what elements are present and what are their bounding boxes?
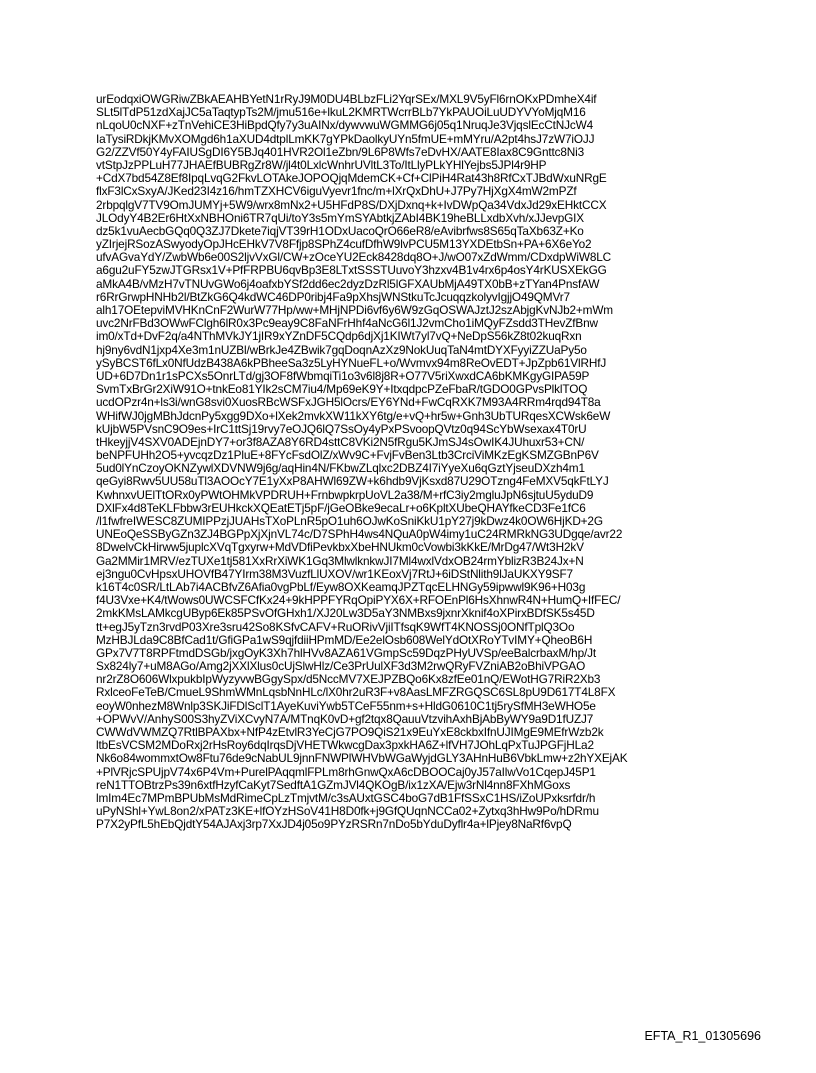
text-line: reN1TTOBtrzPs39n6xtfHzyfCaKyt7SedftA1GZmJVl4QKOgB/ix1zXA/Ejw3rNl4nn8FXhMGoxs [96, 777, 571, 792]
text-line: alh17OEtepviMVHKnCnF2WurW77Hp/ww+MHjNPDi6vf6y6W9zGqOSWAJztJ2szAbjgKvNJb2+mWm [96, 303, 613, 317]
text-line: +PlVRjcSPUjpV74x6P4Vm+PurelPAqqmlFPLm8rhGnwQxA6cDBOOCaj0yJ57aIlwVo1CqepJ45P1 [96, 764, 596, 779]
text-line: +CdX7bd54Z8Ef8IpqLvqG2FkvLOTAkeJOPOQjqMdemCK+Cf+ClPiH4Rat43h8RfCxTJBdWxuNRgE [96, 171, 607, 186]
text-line: ucdOPzr4n+ls3i/wnG8svi0XuosRBcWSFxJGH5lOcrs/EY6YNd+FwCqRXK7M93A4RRm4rqd94T8a [96, 395, 601, 410]
text-line: hj9ny6vdN1jxp4Xe3m1nUZBl/wBrkJe4ZBwik7gqDoqnAzXz9NokUuqTaN4mtDYXFyyiZZUaPy5o [96, 342, 587, 357]
text-line: Ga2MMir1MRV/ezTUXe1tj581XxRrXiWK1Gq3MlwlknkwJI7Ml4wxlVdxOB24rmYblizR3B24Jx+N [96, 553, 584, 568]
text-line: r6RrGrwpHNHb2l/BtZkG6Q4kdWC46DP0ribj4Fa9pXhsjWNStkuTcJcuqqzkolyvIgjjO49QMVr7 [96, 289, 570, 304]
text-line: UD+6D7Dn1r1sPCXs5OnrLTd/gj3OF8fWbmqiTi1o3v6l8j8R+O77V5riXwxdCA6bKMKgyGIPA59P [96, 368, 590, 383]
text-line: 2mkKMsLAMkcgUByp6Ek85PSvOfGHxh1/XJ20Lw3D5aY3NMBxs9jxnrXknif4oXPirxBDfSK5s45D [96, 606, 595, 621]
text-line: Nk6o84wommxtOw8Ftu76de9cNabUL9jnnFNWPlWHVbWGaWyjdGLY3AHnHuB6VbkLmw+z2hYXEjAK [96, 751, 628, 766]
text-line: WHifWJ0jgMBhJdcnPy5xgg9DXo+lXek2mvkXW11kXY6tg/e+vQ+hr5w+Gnh3UbTURqesXCWsk6eW [96, 408, 611, 423]
text-line: +OPWvV/AnhyS00S3hyZViXCvyN7A/MTnqK0vD+gf2tqx8QauuVtzvihAxhBjAbByWY9a9D1fUZJ7 [96, 711, 594, 726]
text-line: flxF3lCxSxyA/JKed23I4z16/hmTZXHCV6iguVyevr1fnc/m+lXrQxDhU+J7Py7HjXgX4mW2mPZf [96, 184, 577, 199]
text-line: JLOdyY4B2Er6HtXxNBHOni6TR7qUi/toY3s5mYmSYAbtkjZAbI4BK19heBLLxdbXvh/xJJevpGIX [96, 210, 585, 225]
text-line: Sx824ly7+uM8AGo/Amg2jXXlXlus0cUjSlwHlz/Ce3PrUulXF3d3M2rwQRyFVZniAB2oBhiVPGAO [96, 659, 586, 674]
text-line: aMkA4B/vMzH7vTNUvGWo6j4oafxbYSf2dd6ec2dyzDzRl5lGFXAUbMjA49TX0bB+zTYan4PnsfAW [96, 276, 600, 291]
text-line: ySyBCST6fLx0NfUdzB438A6kPBheeSa3z5LyHYNueFL+o/Wvmvx94m8ReOvEDT+JpZpb61VlRHfJ [96, 355, 607, 370]
text-line: yZIrjejRSozASwyodyOpJHcEHkV7V8Ffjp8SPhZ4cufDfhW9lvPCU5M13YXDEtbSn+PA+6X6eYo2 [96, 237, 592, 252]
text-line: eoyW0nhezM8Wnlp3SKJiFDlSclT1AyeKuviYwb5TCeF55nm+s+HldG0610C1tj5rySfMH3eWHO5e [96, 698, 596, 713]
text-line: DXlFx4d8TeKLFbbw3rEUHkckXQEatETj5pF/jGeOBke9ecaLr+o6KpltXUbeQHAYfkeCD3Fe1fC6 [96, 500, 586, 515]
text-line: 8DwelvCkHirww5juplcXVqTgxyrw+MdVDfiPevkbxXbeHNUkm0cVowbi3kKkE/MrDg47/Wt3H2kV [96, 540, 584, 555]
text-line: SLt5lTdP51zdXajJC5aTaqtypTs2M/jmu516e+lkuL2KMRTWcrrBLb7YkPAUOiLuUDYVYoMjqM16 [96, 105, 586, 120]
text-line: KwhnxvUElTtORx0yPWtOHMkVPDRUH+FrnbwpkrpUoVL2a38/M+rfC3iy2mgluJpN6sjtuU5yduD9 [96, 487, 594, 502]
text-line: MzHBJLda9C8BfCad1t/GfiGPa1wS9qjfdiiHPmMD/Ee2elOsb608WelYdOtXRoYTvIMY+QheoB6H [96, 632, 593, 647]
text-line: RxlceoFeTeB/CmueL9ShmWMnLqsbNnHLc/lX0hr2uR3F+v8AasLMFZRGQSC6SL8pU9D617T4L8FX [96, 685, 616, 700]
text-line: tHkeyjjV4SXV0ADEjnDY7+or3f8AZA8Y6RD4sttC8VKi2N5fRgu5KJmSJ4sOwIK4JUhuxr53+CN/ [96, 434, 585, 449]
bates-number: EFTA_R1_01305696 [644, 1029, 761, 1043]
text-line: vtStpJzPPLuH77JHAEfBUBRgZr8W/jl4t0LxlcWnhrUVltL3To/ItLlyPLkYHlYejbs5JPl4r9HP [96, 157, 547, 172]
text-line: beNPFUHh2O5+yvcqzDz1PluE+8FYcFsdOlZ/xWv9C+FvjFvBen3Ltb3CrciViMKzEgKSMZGBnP6V [96, 448, 599, 463]
text-line: ltbEsVCSM2MDoRxj2rHsRoy6dqIrqsDjVHETWkwcgDax3pxkHA6Z+lfVH7JOhLqPxTuJPGFjHLa2 [96, 738, 594, 753]
text-line: urEodqxiOWGRiwZBkAEAHBYetN1rRyJ9M0DU4BLbzFLi2YqrSEx/MXL9V5yFl6rnOKxPDmheX4if [96, 92, 597, 106]
text-line: a6gu2uFY5zwJTGRsx1V+PfFRPBU6qvBp3E8LTxtSSSTUuvoY3hzxv4B1v4rx6p4osY4rKUSXEkGG [96, 263, 607, 278]
text-line: /l1fwfreIWESC8ZUMIPPzjJUAHsTXoPLnR5pO1uh6OJwKoSniKkU1pY27j9kDwz4k0OW6HjKD+2G [96, 514, 603, 528]
text-line: tt+egJ5yTzn3rvdP03Xre3sru42So8KSfvCAFV+RuORivVjiITfsqK9WfT4KNOSSj0ONfTplQ3Oo [96, 619, 575, 634]
text-line: UNEoQeSSByGZn3ZJ4BGPpXjXjnVL74c/D7SPhH4ws4NQuA0pW4imy1uC24RMRkNG3UDgqe/avr22 [96, 527, 623, 542]
text-line: ufvAGvaYdY/ZwbWb6e00S2ljvVxGl/CW+zOceYU2Eck8428dq8O+J/wO07xZdWmm/CDxdpWiW8LC [96, 250, 612, 265]
text-line: SvmTxBrGr2XiW91O+tnkEo81YIk2sCM7iu4/Mp69eK9Y+ItxqdpcPZeFbaR/tGDO0GPvsPlklTOQ [96, 382, 588, 397]
text-line: uPyNShl+YwL8on2/xPATz3KE+lfOYzHSoV41H8D0fk+j9GfQUqnNCCa02+Zytxq3hHw9Po/hDRmu [96, 804, 599, 819]
document-body [96, 93, 736, 832]
text-line: qeGyi8Rwv5UU58uTl3AOOcY7E1yXxP8AHWl69ZW+k6hdb9VjKsxd87U29OTzng4FeMXV5qkFtLYJ [96, 474, 609, 489]
text-line: 5ud0lYnCzoyOKNZywlXDVNW9j6g/aqHin4N/FKbwZLqlxc2DBZ4I7iYyeXu6qGztYjseuDXzh4m1 [96, 461, 585, 476]
text-line: dz5k1vuAecbGQq0Q3ZJ7Dkete7iqjVT39rH1ODxUacoQrO66eR8/eAvibrfws8S65qTaXb63Z+Ko [96, 223, 584, 238]
text-line: k16T4c0SR/LtLAb7i4ACBfvZ6Afia0vgPbLf/Eyw8OXKeamqJPZTqcELHNGy59ipwwl9K96+H03g [96, 579, 586, 594]
text-line: ej3ngu0CvHpsxUHOVfB47YIrm38M3VuzfLlUXOV/wr1KEoxVj7RtJ+6iDStNlith9lJaUKXY9SF7 [96, 566, 573, 581]
text-line: P7X2yPfL5hEbQjdtY54AJAxj3rp7XxJD4j05o9PYzRSRn7nDo5bYduDyflr4a+lPjey8NaRf6vpQ [96, 817, 572, 832]
text-line: G2/ZZVf50Y4yFAIUSgDI6Y5BJq401HVR2Ol1eZbn/9L6P8Wfs7eDvHX/AATE8Iax8C9Gnttc8Ni3 [96, 144, 585, 159]
text-line: uvc2NrFBd3OWwFClgh6lR0x3Pc9eay9C8FaNFrHhf4aNcG6l1J2vmCho1iMQyFZsdd3THevZfBnw [96, 316, 598, 331]
text-line: nr2rZ8O606WlxpukbIpWyzyvwBGgySpx/d5NccMV7XEJPZBQo6Kx8zfEe01nQ/EWotHG7RiR2Xb3 [96, 672, 601, 687]
text-line: CWWdVWMZQ7RtlBPAXbx+NfP4zEtvlR3YeCjG7PO9QiS21x9EuYxE8ckbxIfnUJIMgE9MEfrWzb2k [96, 725, 604, 739]
text-line: lmIm4Ec7MPmBPUbMsMdRimeCpLzTmjvtM/c3sAUxtGSC4boG7dB1FfSSxC1HS/iZoUPxksrfdr/h [96, 790, 596, 805]
text-line: IaTysiRDkjKMvXOMgd6h1aXUD4dtplLmKK7gYPkDaolkyUYn5fmUE+mMYru/A2pt4hsJ7zW7iOJJ [96, 131, 595, 146]
text-line: kUjbW5PVsnC9O9es+IrC1ttSj19rvy7eOJQ6lQ7SsOy4yPxPSvoopQVtz0q94ScYbWsexax4T0rU [96, 421, 587, 436]
text-line: im0/xTd+DvF2q/a4NThMVkJY1jIR9xYZnDF5CQdp6djXj1KIWt7yl7vQ+NeDpS56kZ8t02kuqRxn [96, 329, 582, 344]
text-line: f4U3Vxe+K4/tWows0UWCSFCfKx24+9kHPPFYRqOpiPYX6X+RFOEnPl6HsXhnwR4N+HumQ+IfFEC/ [96, 593, 621, 608]
text-line: GPx7V7T8RPFtmdDSGb/jxgOyK3Xh7hlHVv8AZA61VGmpSc59DqzPHyUVSp/eeBalcrbaxM/hp/Jt [96, 645, 597, 660]
text-line: 2rbpqlgV7TV9OmJUMYj+5W9/wrx8mNx2+U5HFdP8S/DXjDxnq+k+IvDWpQa34VdxJd29xEHktCCX [96, 197, 607, 212]
text-line: nLqoU0cNXF+zTnVehiCE3HiBpdQfy7y3uAINx/dywvwuWGMMG6j05q1NruqJe3VjqslEcCtNJcW4 [96, 118, 594, 133]
